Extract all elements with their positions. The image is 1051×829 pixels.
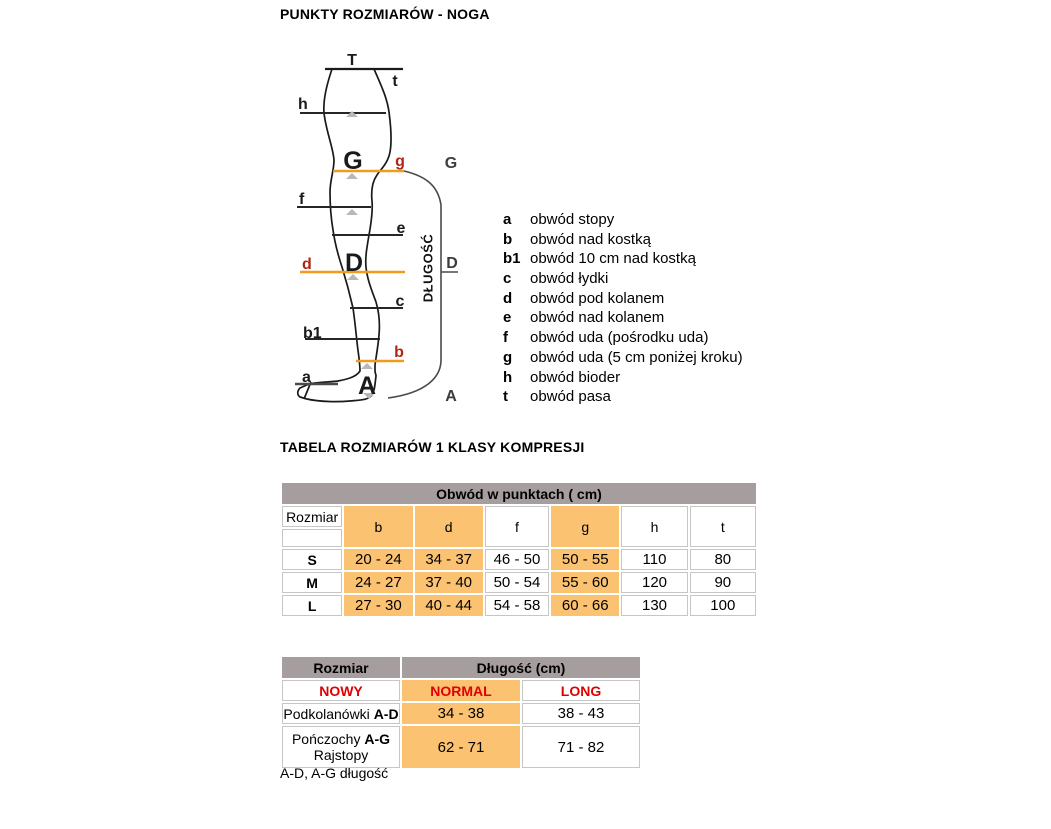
variant-size: NOWY bbox=[282, 680, 400, 701]
length-header: Długość (cm) bbox=[402, 657, 640, 678]
size-value-cell: 50 - 54 bbox=[485, 572, 549, 593]
length-table bbox=[280, 655, 642, 770]
legend-item bbox=[503, 308, 743, 328]
label-A-big: A bbox=[357, 372, 377, 400]
product-label bbox=[282, 726, 400, 768]
legend-item bbox=[503, 387, 743, 407]
size-value-cell: 90 bbox=[690, 572, 756, 593]
product-name: Podkolanówki bbox=[283, 705, 370, 722]
legend-item-key: h bbox=[503, 368, 513, 386]
product-range: A-G bbox=[364, 731, 391, 747]
marker-arrow-icon bbox=[346, 209, 358, 215]
label-g-red: g bbox=[395, 153, 405, 170]
legend-item-text: obwód 10 cm nad kostką bbox=[530, 250, 696, 268]
legend-item-text: obwód uda (5 cm poniżej kroku) bbox=[530, 348, 743, 366]
size-col-header-b: b bbox=[344, 506, 412, 547]
label-b1: b1 bbox=[303, 325, 322, 342]
label-d-red: d bbox=[302, 256, 312, 273]
size-value-cell: 27 - 30 bbox=[344, 595, 412, 616]
size-col-header-d: d bbox=[415, 506, 483, 547]
legend-item bbox=[503, 269, 743, 289]
size-value-cell: 80 bbox=[690, 549, 756, 570]
label-f: f bbox=[299, 191, 305, 208]
size-value-cell: 20 - 24 bbox=[344, 549, 412, 570]
legend-item-key: b bbox=[503, 230, 513, 248]
bracket-label-D: D bbox=[446, 255, 458, 272]
length-value-cell: 34 - 38 bbox=[402, 703, 520, 724]
size-row-label: S bbox=[282, 549, 342, 570]
size-value-cell: 130 bbox=[621, 595, 687, 616]
length-value-cell: 62 - 71 bbox=[402, 726, 520, 768]
length-value-cell: 71 - 82 bbox=[522, 726, 640, 768]
product-name-2: Rajstopy bbox=[313, 747, 369, 763]
length-value-cell: 38 - 43 bbox=[522, 703, 640, 724]
size-value-cell: 40 - 44 bbox=[415, 595, 483, 616]
size-value-cell: 46 - 50 bbox=[485, 549, 549, 570]
legend-item bbox=[503, 230, 743, 250]
legend-item-text: obwód nad kolanem bbox=[530, 309, 665, 327]
label-T: T bbox=[347, 52, 357, 69]
size-value-cell: 100 bbox=[690, 595, 756, 616]
size-value-cell: 60 - 66 bbox=[551, 595, 619, 616]
label-t: t bbox=[392, 73, 398, 90]
empty-cell bbox=[282, 529, 342, 547]
size-col-header-g: g bbox=[551, 506, 619, 547]
size-value-cell: 37 - 40 bbox=[415, 572, 483, 593]
length-axis-label: DŁUGOŚĆ bbox=[420, 233, 436, 303]
legend-item bbox=[503, 328, 743, 348]
variant-long: LONG bbox=[522, 680, 640, 701]
label-e: e bbox=[396, 220, 406, 237]
size-table-row-header: Rozmiar bbox=[282, 506, 342, 527]
legend-item-key: g bbox=[503, 348, 513, 366]
legend-item-key: a bbox=[503, 211, 512, 228]
legend-item bbox=[503, 249, 743, 269]
size-value-cell: 24 - 27 bbox=[344, 572, 412, 593]
section-title: TABELA ROZMIARÓW 1 KLASY KOMPRESJI bbox=[280, 439, 585, 455]
label-c: c bbox=[395, 293, 405, 310]
size-value-cell: 34 - 37 bbox=[415, 549, 483, 570]
legend-item-text: obwód stopy bbox=[530, 211, 615, 228]
size-table-title: Obwód w punktach ( cm) bbox=[282, 483, 756, 504]
size-table bbox=[280, 481, 758, 618]
page-title: PUNKTY ROZMIARÓW - NOGA bbox=[280, 6, 490, 22]
measurement-legend bbox=[503, 210, 743, 407]
label-D-big: D bbox=[344, 249, 364, 277]
label-h: h bbox=[298, 96, 308, 113]
product-name: Pończochy bbox=[291, 731, 361, 747]
bracket-label-G: G bbox=[444, 155, 458, 172]
footnote: A-D, A-G długość bbox=[280, 765, 389, 781]
size-value-cell: 50 - 55 bbox=[551, 549, 619, 570]
legend-item-key: t bbox=[503, 388, 508, 406]
legend-item-text: obwód pod kolanem bbox=[530, 289, 665, 307]
size-value-cell: 110 bbox=[621, 549, 687, 570]
legend-item-text: obwód bioder bbox=[530, 368, 621, 386]
legend-item bbox=[503, 210, 743, 230]
bracket-label-A: A bbox=[445, 388, 457, 405]
legend-item-key: d bbox=[503, 289, 513, 307]
size-value-cell: 54 - 58 bbox=[485, 595, 549, 616]
marker-arrow-icon bbox=[361, 363, 373, 369]
legend-item bbox=[503, 368, 743, 388]
size-col-header-f: f bbox=[485, 506, 549, 547]
product-range: A-D bbox=[373, 705, 399, 722]
size-col-header-t: t bbox=[690, 506, 756, 547]
legend-item-text: obwód uda (pośrodku uda) bbox=[530, 329, 709, 347]
legend-item-text: obwód pasa bbox=[530, 388, 611, 406]
size-row-label: L bbox=[282, 595, 342, 616]
size-value-cell: 120 bbox=[621, 572, 687, 593]
legend-item-key: b1 bbox=[503, 250, 521, 268]
legend-item bbox=[503, 289, 743, 309]
size-row-label: M bbox=[282, 572, 342, 593]
label-G-big: G bbox=[343, 147, 363, 175]
leg-measurement-diagram bbox=[285, 45, 475, 415]
legend-item-key: c bbox=[503, 270, 512, 288]
length-size-header: Rozmiar bbox=[282, 657, 400, 678]
legend-item-key: e bbox=[503, 309, 512, 327]
product-label bbox=[282, 703, 400, 724]
legend-item-key: f bbox=[503, 329, 508, 347]
size-col-header-h: h bbox=[621, 506, 687, 547]
legend-item bbox=[503, 348, 743, 368]
variant-normal: NORMAL bbox=[402, 680, 520, 701]
legend-item-text: obwód łydki bbox=[530, 270, 609, 288]
size-value-cell: 55 - 60 bbox=[551, 572, 619, 593]
label-b-red: b bbox=[394, 344, 404, 361]
legend-item-text: obwód nad kostką bbox=[530, 230, 651, 248]
label-a: a bbox=[302, 369, 311, 386]
